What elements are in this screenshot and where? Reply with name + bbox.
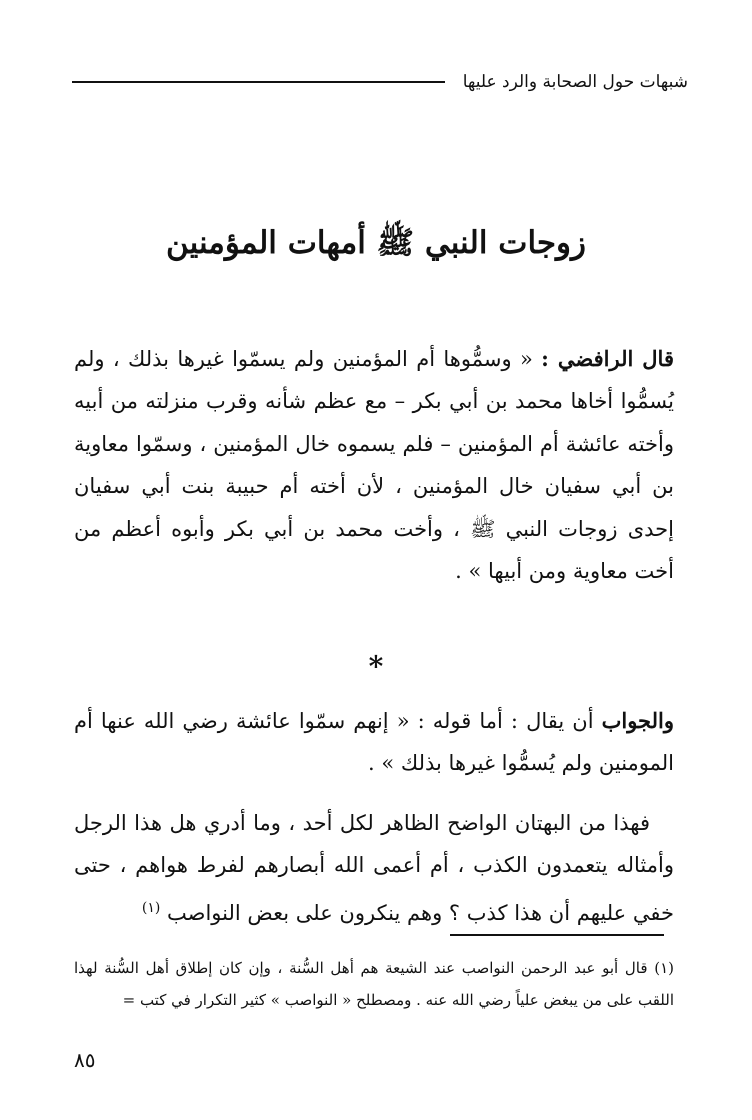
answer-paragraph-2 xyxy=(74,802,674,934)
footnote-rule xyxy=(450,934,664,936)
footnote xyxy=(74,952,674,1016)
footnote-text: (١) قال أبو عبد الرحمن النواصب عند الشيعة هم أهل السُّنة ، وإن كان إطلاق أهل السُّنة لهذا اللقب على من يبغض علياً رضي الله عنه . ومصطلح « النواصب » كثير التكرار في كتب xyxy=(74,959,674,1009)
objection-text: « وسمُّوها أم المؤمنين ولم يسمّوا غيرها بذلك ، ولم يُسمُّوا أخاها محمد بن أبي بكر – مع عظم شأنه وقرب منزلته من أبيه وأخته عائشة أم المؤمنين – فلم يسموه خال المؤمنين ، وسمّوا معاوية بن أبي سفيان خال المؤمنين ، لأن أخته أم حبيبة بنت أبي سفيان إحدى زوجات النبي ﷺ ، وأخت محمد بن أبي بكر وأبوه أعظم من أخت معاوية ومن أبيها » . xyxy=(74,347,674,584)
objection-lead: قال الرافضي : xyxy=(541,346,674,371)
answer-paragraph xyxy=(74,700,674,785)
answer-lead: والجواب xyxy=(601,708,674,733)
header-rule xyxy=(72,81,445,83)
answer-text: أن يقال : أما قوله : « إنهم سمّوا عائشة رضي الله عنها أم المومنين ولم يُسمُّوا غيرها بذلك » . xyxy=(74,709,674,776)
running-title: شبهات حول الصحابة والرد عليها xyxy=(462,72,688,92)
page-number: ٨٥ xyxy=(74,1048,96,1072)
section-separator: * xyxy=(368,650,384,683)
running-header xyxy=(72,62,688,102)
answer-paragraph-2-text: فهذا من البهتان الواضح الظاهر لكل أحد ، وما أدري هل هذا الرجل وأمثاله يتعمدون الكذب ، أم أعمى الله أبصارهم لفرط هواهم ، حتى خفي عليهم أن هذا كذب ؟ وهم ينكرون على بعض النواصب xyxy=(74,811,674,925)
footnote-continue-mark: = xyxy=(122,991,136,1009)
footnote-reference: (١) xyxy=(141,899,161,916)
chapter-title: زوجات النبي ﷺ أمهات المؤمنين xyxy=(166,225,586,261)
objection-paragraph xyxy=(74,338,674,592)
